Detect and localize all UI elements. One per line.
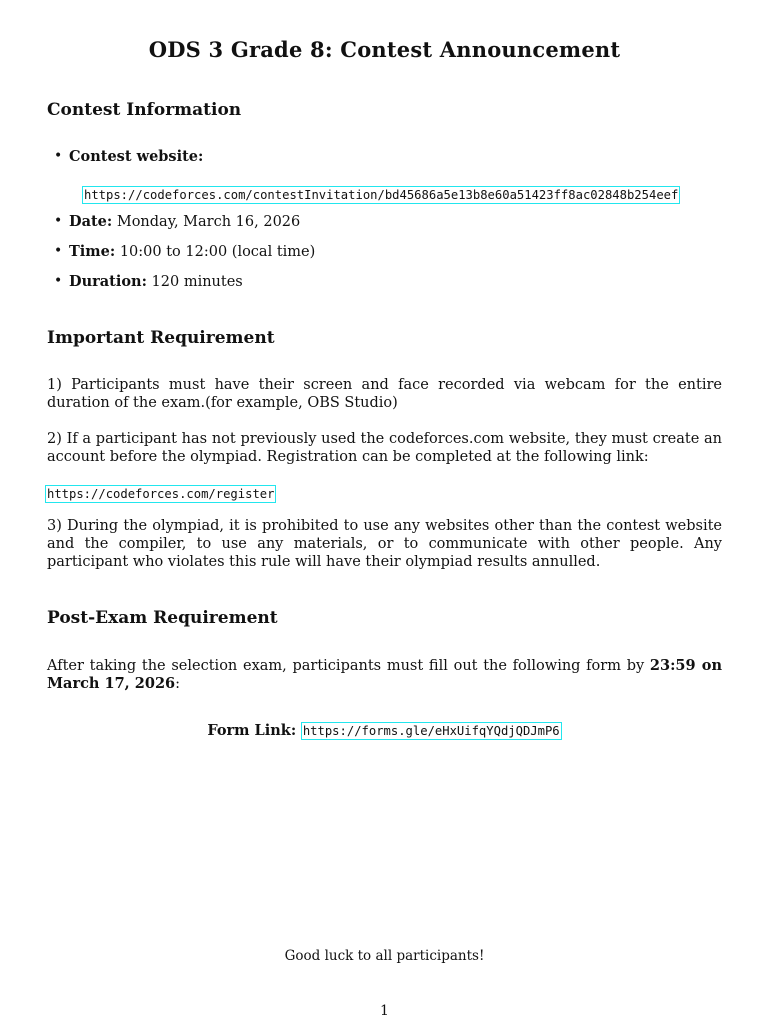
register-link-row bbox=[45, 483, 276, 503]
form-link[interactable]: https://forms.gle/eHxUifqYQdjQDJmP6 bbox=[302, 724, 560, 738]
contest-website-row bbox=[82, 184, 680, 204]
contest-website-item bbox=[69, 148, 203, 165]
contest-website-label: Contest website: bbox=[69, 148, 204, 165]
date-value: Monday, March 16, 2026 bbox=[116, 214, 301, 230]
duration-item bbox=[69, 273, 243, 290]
form-link-label: Form Link: bbox=[207, 722, 297, 739]
important-requirement-heading: Important Requirement bbox=[47, 328, 275, 348]
date-label: Date: bbox=[69, 213, 113, 230]
post-exam-paragraph bbox=[47, 657, 722, 693]
requirement-paragraph-1: 1) Participants must have their screen and face recorded via webcam for the entire duration of the exam.(for example, OBS Studio) bbox=[47, 377, 722, 411]
closing-message: Good luck to all participants! bbox=[284, 948, 485, 964]
form-link-row bbox=[47, 722, 722, 740]
register-link[interactable]: https://codeforces.com/register bbox=[47, 487, 275, 501]
requirement-paragraph-2: 2) If a participant has not previously used the codeforces.com website, they must create an account before the olympiad. Registration can be completed at the following link: bbox=[47, 431, 722, 465]
duration-value: 120 minutes bbox=[151, 274, 243, 290]
contest-website-link[interactable]: https://codeforces.com/contestInvitation/bd45686a5e13b8e60a51423ff8ac02848b254eef bbox=[84, 188, 679, 202]
post-exam-text: After taking the selection exam, participants must fill out the following form by bbox=[47, 658, 650, 674]
contest-info-heading: Contest Information bbox=[47, 100, 242, 120]
page-number: 1 bbox=[380, 1003, 389, 1019]
page-title: ODS 3 Grade 8: Contest Announcement bbox=[148, 37, 621, 62]
time-value: 10:00 to 12:00 (local time) bbox=[119, 244, 316, 260]
date-item bbox=[69, 213, 300, 230]
time-item bbox=[69, 243, 315, 260]
time-label: Time: bbox=[69, 243, 116, 260]
duration-label: Duration: bbox=[69, 273, 147, 290]
post-exam-heading: Post-Exam Requirement bbox=[47, 608, 278, 628]
post-exam-text-end: : bbox=[175, 676, 181, 692]
requirement-paragraph-3: 3) During the olympiad, it is prohibited to use any websites other than the contest website and the compiler, to use any materials, or to communicate with other people. Any participant who violates this rule will have their olympiad results annulled. bbox=[47, 518, 722, 570]
post-exam-deadline: 23:59 on March 17, 2026 bbox=[47, 657, 722, 692]
